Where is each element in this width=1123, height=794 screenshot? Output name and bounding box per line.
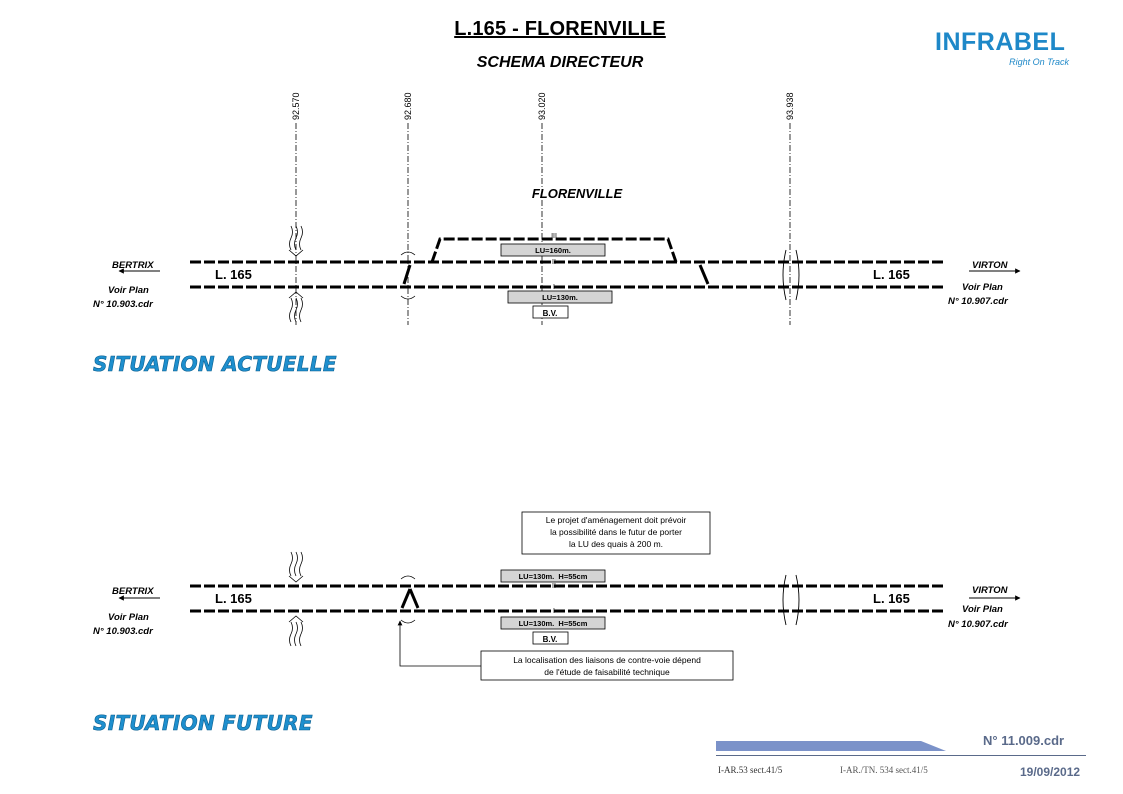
note-top-line-1: Le projet d'aménagement doit prévoir	[545, 515, 687, 525]
station-name: FLORENVILLE	[531, 186, 623, 201]
platform-bottom-label: LU=130m.	[542, 293, 578, 302]
plan-label-left: Voir Plan	[108, 285, 149, 296]
situation-future-label: SITUATION FUTURE	[93, 711, 313, 735]
track-label-iii: III	[551, 233, 557, 240]
future-plan-label-left: Voir Plan	[108, 612, 149, 623]
km-label-3: 93.020	[537, 92, 547, 120]
km-label-4: 93.938	[785, 92, 795, 120]
footer-ref-right: I-AR./TN. 534 sect.41/5	[840, 765, 928, 775]
plan-ref-left: N° 10.903.cdr	[93, 299, 153, 310]
situation-actuelle-label: SITUATION ACTUELLE	[93, 352, 337, 376]
kilometric-labels	[291, 92, 795, 120]
km-label-2: 92.680	[403, 92, 413, 120]
future-line-label-right: L. 165	[873, 591, 910, 606]
line-label-right: L. 165	[873, 267, 910, 282]
future-plan-ref-right: N° 10.907.cdr	[948, 619, 1008, 630]
future-track-label-i: I	[553, 608, 555, 615]
note-bottom-line-1: La localisation des liaisons de contre-voie dépend	[513, 655, 701, 665]
drawing-date: 19/09/2012	[1020, 765, 1081, 779]
plan-ref-right: N° 10.907.cdr	[948, 296, 1008, 307]
future-track-label-ii: II	[552, 583, 556, 590]
actual-labels	[93, 233, 1009, 318]
footer-divider	[716, 755, 1086, 756]
direction-left: BERTRIX	[112, 260, 154, 271]
future-platform-top-label: LU=130m. H=55cm	[518, 572, 588, 581]
future-direction-left: BERTRIX	[112, 586, 154, 597]
future-direction-right: VIRTON	[972, 585, 1008, 596]
future-plan-ref-left: N° 10.903.cdr	[93, 626, 153, 637]
future-building-label: B.V.	[542, 635, 558, 644]
drawing-reference: N° 11.009.cdr	[983, 733, 1065, 748]
note-bottom-line-2: de l'étude de faisabilité technique	[544, 667, 670, 677]
note-top-line-2: la possibilité dans le futur de porter	[550, 527, 682, 537]
future-platform-bottom-label: LU=130m. H=55cm	[518, 619, 588, 628]
track-label-ii: II	[552, 259, 556, 266]
note-top-line-3: la LU des quais à 200 m.	[568, 539, 664, 549]
track-label-i: I	[553, 284, 555, 291]
page-title: L.165 - FLORENVILLE	[454, 18, 666, 40]
logo-tagline: Right On Track	[1009, 57, 1069, 67]
km-label-1: 92.570	[291, 92, 301, 120]
building-label: B.V.	[542, 309, 558, 318]
line-label-left: L. 165	[215, 267, 252, 282]
logo-name: INFRABEL	[935, 28, 1066, 56]
page-subtitle: SCHEMA DIRECTEUR	[476, 54, 644, 71]
footer-accent-bar	[716, 741, 946, 751]
footer-ref-left: I-AR.53 sect.41/5	[718, 765, 783, 775]
plan-label-right: Voir Plan	[962, 282, 1003, 293]
platform-top-label: LU=160m.	[535, 246, 571, 255]
future-plan-label-right: Voir Plan	[962, 604, 1003, 615]
direction-right: VIRTON	[972, 260, 1008, 271]
future-line-label-left: L. 165	[215, 591, 252, 606]
level-crossing-icon	[289, 552, 303, 646]
